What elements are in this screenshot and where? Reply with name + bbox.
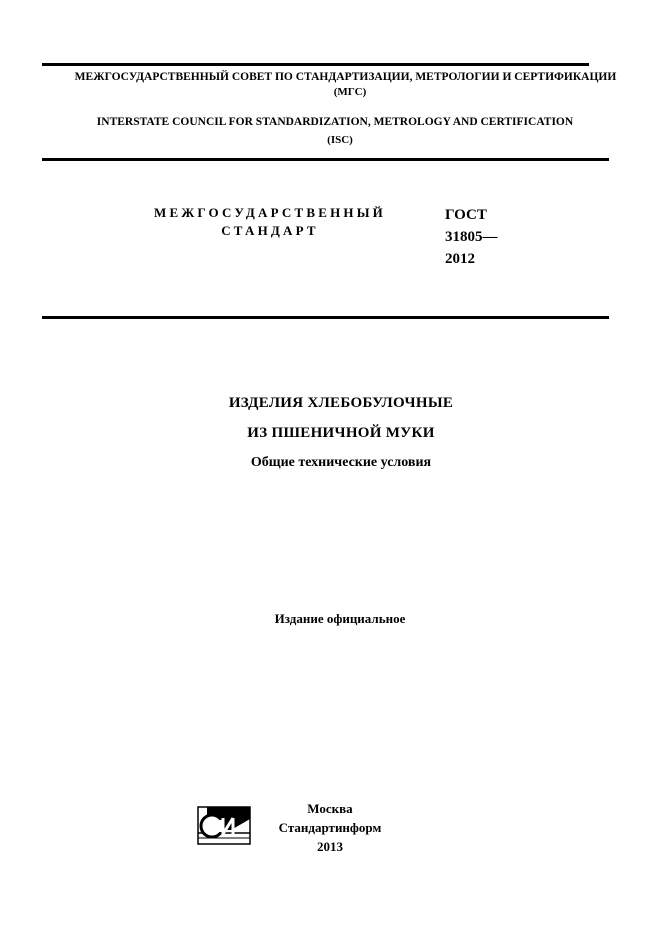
publisher-year: 2013 bbox=[317, 839, 343, 854]
standard-kind-line2: СТАНДАРТ bbox=[221, 223, 319, 238]
title-line-1: ИЗДЕЛИЯ ХЛЕБОБУЛОЧНЫЕ bbox=[228, 395, 454, 411]
standard-kind-line1: МЕЖГОСУДАРСТВЕННЫЙ bbox=[154, 205, 386, 220]
standard-code-number: 31805— bbox=[445, 229, 498, 245]
top-rule bbox=[42, 63, 589, 66]
council-name-ru: МЕЖГОСУДАРСТВЕННЫЙ СОВЕТ ПО СТАНДАРТИЗАЦИИ, МЕТРОЛОГИИ И СЕРТИФИКАЦИИ bbox=[74, 71, 617, 83]
publisher-city: Москва bbox=[307, 801, 353, 816]
edition-label: Издание официальное bbox=[274, 611, 406, 626]
publisher-name: Стандартинформ bbox=[278, 820, 382, 835]
title-line-2: ИЗ ПШЕНИЧНОЙ МУКИ bbox=[247, 425, 435, 441]
header-rule bbox=[42, 158, 609, 161]
council-abbr-en: (ISC) bbox=[327, 134, 353, 146]
standard-kind bbox=[120, 204, 420, 240]
council-abbr-ru: (МГС) bbox=[333, 86, 367, 98]
standard-rule bbox=[42, 316, 609, 319]
standard-code bbox=[445, 204, 498, 270]
council-name-en: INTERSTATE COUNCIL FOR STANDARDIZATION, METROLOGY AND CERTIFICATION bbox=[96, 116, 574, 128]
publisher-block bbox=[255, 799, 405, 856]
standard-code-year: 2012 bbox=[445, 251, 475, 267]
standard-code-prefix: ГОСТ bbox=[445, 207, 487, 223]
title-subtitle: Общие технические условия bbox=[250, 455, 432, 470]
standartinform-logo-icon bbox=[197, 806, 253, 846]
